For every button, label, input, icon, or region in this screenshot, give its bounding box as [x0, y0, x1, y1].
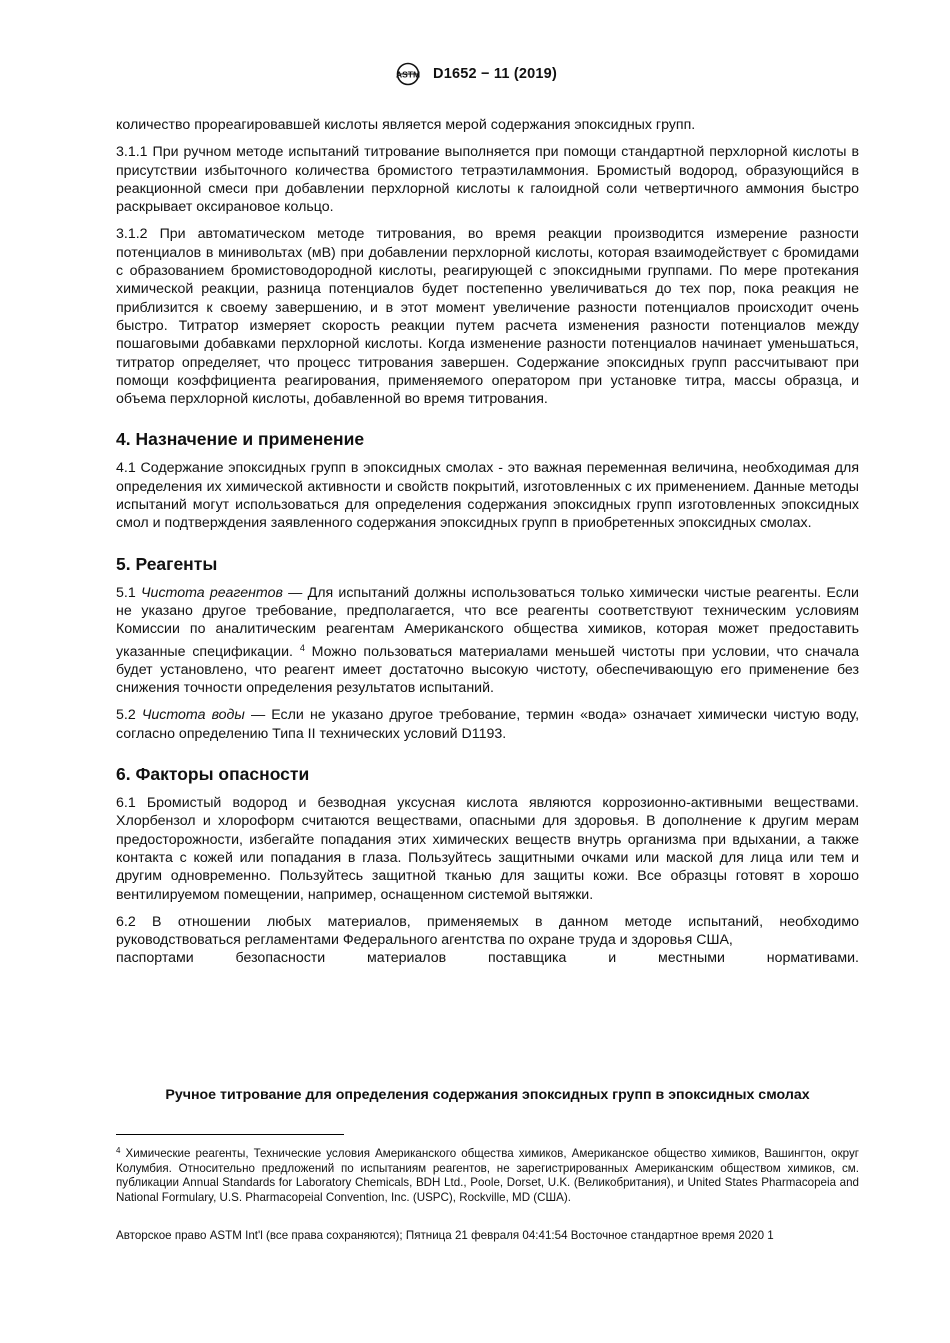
clause-number: 5.2	[116, 707, 136, 724]
clause-term: Чистота воды	[141, 707, 245, 724]
paragraph-3-1-1: 3.1.1 При ручном методе испытаний титрование выполняется при помощи стандартной перхлорной кислоты в присутствии избыточного количества бромистого тетраэтиламмония. Бромистый водород, образующийся в реакционной смеси при добавлении перхлорной кислоты к галоидной соли четвертичного аммония быстро раскрывает оксирановое кольцо.	[116, 144, 859, 216]
paragraph-6-2	[116, 913, 859, 950]
section-heading-5: 5. Реагенты	[116, 553, 218, 574]
method-subheading: Ручное титрование для определения содержания эпоксидных групп в эпоксидных смолах	[165, 1087, 810, 1103]
section-heading-4: 4. Назначение и применение	[116, 429, 365, 450]
paragraph-intro: количество прореагировавшей кислоты является мерой содержания эпоксидных групп.	[116, 117, 696, 133]
clause-text-continued: Можно пользоваться материалами меньшей чистоты при условии, что сначала будет установлено, что реагент имеет достаточно высокую чистоту, обеспечивающую его применение без снижения точности определения результатов испытаний.	[116, 643, 859, 697]
clause-text: 6.2 В отношении любых материалов, применяемых в данном методе испытаний, необходимо руководствоваться регламентами Федерального агентства по охране труда и здоровья США,	[116, 913, 859, 949]
clause-text: — Для испытаний должны использоваться только химически чистые реагенты. Если не указано другое требование, предполагается, что все реагенты соответствуют техническим условиям Комиссии по аналитическим реагентам Американского общества химиков, которая может предоставить указанные спецификации.	[116, 584, 859, 660]
footnote-divider	[116, 1134, 344, 1135]
copyright-notice: Авторское право ASTM Int'l (все права сохраняются); Пятница 21 февраля 04:41:54 Восточное стандартное время 2020 1	[116, 1229, 774, 1242]
footnote-marker: 4	[116, 1146, 121, 1155]
page-header	[0, 62, 950, 86]
document-id: D1652 − 11 (2019)	[433, 66, 557, 82]
paragraph-4-1: 4.1 Содержание эпоксидных групп в эпоксидных смолах - это важная переменная величина, необходимая для определения их химической активности и свойств покрытий, изготовленных с их применением. Данные методы испытаний могут использоваться для определения содержания эпоксидных групп изготовленных эпоксидных смол и подтверждения заявленного содержания эпоксидных групп в приобретенных эпоксидных смолах.	[116, 460, 859, 532]
astm-logo-icon	[393, 62, 423, 86]
clause-number: 5.1	[116, 584, 136, 601]
footnote-text: Химические реагенты, Технические условия Американского общества химиков, Американское общество химиков, Вашингтон, округ Колумбия. Относительно предложений по испытаниям реагентов, не зарегистрированных Американским обществом химиков, см. публикации Annual Standards for Laboratory Chemicals, BDH Ltd., Poole, Dorset, U.K. (Великобритания), и United States Pharmacopeia and National Formulary, U.S. Pharmacopeial Convention, Inc. (USPC), Rockville, MD (США).	[116, 1147, 859, 1204]
paragraph-6-2-last-line: паспортами безопасности материалов поставщика и местными нормативами.	[116, 950, 859, 967]
document-body	[116, 116, 859, 968]
paragraph-6-1: 6.1 Бромистый водород и безводная уксусная кислота являются коррозионно-активными веществами. Хлорбензол и хлороформ считаются веществами, опасными для здоровья. В дополнение к другим мерам предосторожности, избегайте попадания этих химических веществ внутрь организма при вдыхании, а также контакта с кожей или попадания в глаза. Пользуйтесь защитными очками или маской для лица или тем и другим одновременно. Пользуйтесь защитной тканью для защиты кожи. Все образцы готовят в хорошо вентилируемом помещении, например, оснащенном системой вытяжки.	[116, 795, 859, 903]
footnote	[116, 1144, 859, 1205]
section-heading-6: 6. Факторы опасности	[116, 764, 310, 785]
clause-term: Чистота реагентов	[141, 584, 283, 601]
footnote-reference[interactable]: 4	[299, 642, 305, 653]
paragraph-5-1	[116, 584, 859, 698]
paragraph-3-1-2: 3.1.2 При автоматическом методе титрования, во время реакции производится измерение разности потенциалов в минивольтах (мВ) при добавлении перхлорной кислоты, которая взаимодействует с бромидами с образованием бромистоводородной кислоты, реагирующей с эпоксидными группами. По мере протекания химической реакции, разница потенциалов будет постепенно увеличиваться до тех пор, пока реакция не приблизится к своему завершению, и в этот момент увеличение разности потенциалов происходит очень быстро. Титратор измеряет скорость реакции путем расчета изменения разности потенциалов между пошаговыми добавками перхлорной кислоты. Когда изменение разности потенциалов начинает уменьшаться, титратор определяет, что процесс титрования завершен. Содержание эпоксидных групп рассчитывают при помощи коэффициента реагирования, применяемого оператором при установке титра, массы образца, и объема перхлорной кислоты, добавленной во время титрования.	[116, 226, 859, 408]
paragraph-5-2	[116, 706, 859, 743]
svg-text:ASTM: ASTM	[395, 69, 421, 80]
clause-text: — Если не указано другое требование, термин «вода» означает химически чистую воду, согласно определению Типа II технических условий D1193.	[116, 707, 860, 742]
